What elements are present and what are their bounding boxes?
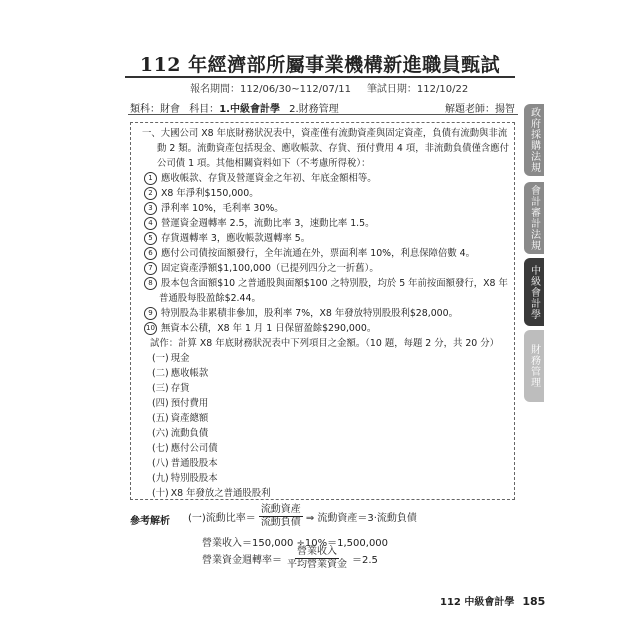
answer-item bbox=[142, 486, 510, 501]
tab-financial-management[interactable] bbox=[524, 330, 544, 402]
fraction-numerator: 流動資產 bbox=[260, 504, 301, 515]
category-label: 類科：財會 bbox=[130, 104, 180, 115]
answer-text: 預付費用 bbox=[170, 398, 209, 409]
condition-item bbox=[142, 246, 510, 261]
answer-text: 普通股股本 bbox=[170, 458, 218, 469]
solution-line-3 bbox=[202, 546, 378, 571]
answer-text: 流動負債 bbox=[170, 428, 209, 439]
answer-number: (六) bbox=[152, 428, 169, 439]
answer-text: X8 年發放之普通股股利 bbox=[170, 488, 271, 499]
solution-1-result: ⇒ 流動資產＝3‧流動負債 bbox=[305, 513, 417, 524]
tab-label: 中級會計學 bbox=[528, 264, 540, 320]
title-underline bbox=[125, 76, 515, 78]
tab-intermediate-accounting[interactable] bbox=[524, 258, 544, 326]
header-divider bbox=[128, 114, 518, 115]
item-number: 2 bbox=[144, 187, 157, 200]
item-text: 應付公司債按面額發行，全年流通在外，票面利率 10%，利息保障倍數 4。 bbox=[161, 248, 476, 259]
answer-number: (十) bbox=[152, 488, 169, 499]
solution-line-1 bbox=[188, 504, 417, 529]
answer-text: 應收帳款 bbox=[170, 368, 209, 379]
item-number: 5 bbox=[144, 232, 157, 245]
solution-3-result: ＝2.5 bbox=[352, 555, 378, 566]
answer-item bbox=[142, 441, 510, 456]
tab-label: 會計審計法規 bbox=[528, 185, 540, 251]
reference-label: 參考解析 bbox=[130, 516, 170, 527]
item-number: 6 bbox=[144, 247, 157, 260]
item-number: 1 bbox=[144, 172, 157, 185]
answer-item bbox=[142, 411, 510, 426]
answer-list bbox=[142, 351, 510, 501]
condition-item bbox=[142, 171, 510, 186]
subject-1: 1.中級會計學 bbox=[219, 104, 280, 115]
fraction-denominator: 流動負債 bbox=[260, 517, 301, 528]
answer-text: 資產總額 bbox=[170, 413, 209, 424]
tab-label: 財務管理 bbox=[528, 344, 540, 388]
item-text: 營運資金週轉率 2.5，流動比率 3，速動比率 1.5。 bbox=[161, 218, 375, 229]
answer-item bbox=[142, 426, 510, 441]
item-text: 無資本公積，X8 年 1 月 1 日保留盈餘$290,000。 bbox=[161, 323, 377, 334]
answer-item bbox=[142, 366, 510, 381]
question-content bbox=[142, 126, 510, 501]
answer-item bbox=[142, 456, 510, 471]
item-number: 7 bbox=[144, 262, 157, 275]
condition-item bbox=[142, 231, 510, 246]
item-number: 8 bbox=[144, 277, 157, 290]
subject-2: 2.財務管理 bbox=[289, 104, 339, 115]
question-intro: 一、大國公司 X8 年底財務狀況表中，資產僅有流動資產與固定資產，負債有流動與非流動 2 類。流動資產包括現金、應收帳款、存貨、預付費用 4 項，非流動負債僅含應付公司債 1 項。其他相關資料如下（不考慮所得稅）： bbox=[142, 128, 509, 169]
item-text: 特別股為非累積非參加，股利率 7%，X8 年發放特別股股利$28,000。 bbox=[161, 308, 458, 319]
answer-number: (九) bbox=[152, 473, 169, 484]
answer-number: (四) bbox=[152, 398, 169, 409]
solution-line-2: 營業收入＝150,000 ÷10%＝1,500,000 bbox=[202, 538, 389, 549]
fraction-denominator: 平均營業資金 bbox=[287, 559, 347, 570]
page-footer bbox=[440, 593, 545, 608]
footer-book-title: 112 中級會計學 bbox=[440, 597, 515, 608]
condition-item bbox=[142, 321, 510, 336]
condition-item bbox=[142, 201, 510, 216]
condition-item bbox=[142, 261, 510, 276]
answer-text: 特別股股本 bbox=[170, 473, 218, 484]
subjects-label: 科目： bbox=[189, 104, 220, 115]
teacher-label: 解題老師：揚智 bbox=[445, 104, 515, 115]
condition-item bbox=[142, 186, 510, 201]
item-text: 應收帳款、存貨及營運資金之年初、年底金額相等。 bbox=[161, 173, 377, 184]
exam-date: 筆試日期：112/10/22 bbox=[366, 84, 469, 95]
tab-procurement-law[interactable] bbox=[524, 104, 544, 176]
tab-audit-law[interactable] bbox=[524, 182, 544, 254]
condition-item bbox=[142, 306, 510, 321]
answer-number: (三) bbox=[152, 383, 169, 394]
answer-number: (八) bbox=[152, 458, 169, 469]
answer-number: (七) bbox=[152, 443, 169, 454]
tab-label: 政府採購法規 bbox=[528, 107, 540, 173]
exam-dates bbox=[190, 80, 520, 95]
answer-item bbox=[142, 381, 510, 396]
item-text: X8 年淨利$150,000。 bbox=[161, 188, 259, 199]
page-title: 112 年經濟部所屬事業機構新進職員甄試 bbox=[139, 54, 501, 76]
answer-number: (二) bbox=[152, 368, 169, 379]
page-number: 185 bbox=[522, 595, 546, 608]
question-task: 試作：計算 X8 年底財務狀況表中下列項目之金額。（10 題，每題 2 分，共 20 分） bbox=[150, 338, 500, 349]
answer-number: (一) bbox=[152, 353, 169, 364]
solution-3-prefix: 營業資金週轉率＝ bbox=[202, 555, 282, 566]
answer-item bbox=[142, 351, 510, 366]
item-text: 固定資產淨額$1,100,000（已提列四分之一折舊）。 bbox=[161, 263, 379, 274]
answer-number: (五) bbox=[152, 413, 169, 424]
answer-text: 應付公司債 bbox=[170, 443, 218, 454]
answer-text: 現金 bbox=[170, 353, 190, 364]
fraction-numerator: 營業收入 bbox=[297, 546, 337, 557]
answer-text: 存貨 bbox=[170, 383, 190, 394]
item-number: 4 bbox=[144, 217, 157, 230]
answer-item bbox=[142, 396, 510, 411]
item-number: 9 bbox=[144, 307, 157, 320]
condition-list bbox=[142, 171, 510, 336]
registration-period: 報名期間：112/06/30~112/07/11 bbox=[190, 84, 351, 95]
item-number: 3 bbox=[144, 202, 157, 215]
fraction-current-ratio bbox=[259, 504, 303, 529]
item-text: 淨利率 10%，毛利率 30%。 bbox=[161, 203, 284, 214]
item-text: 股本包含面額$10 之普通股與面額$100 之特別股，均於 5 年前按面額發行，X8 年普通股每股盈餘$2.44。 bbox=[159, 278, 508, 304]
condition-item bbox=[142, 276, 510, 306]
item-text: 存貨週轉率 3，應收帳款週轉率 5。 bbox=[161, 233, 311, 244]
condition-item bbox=[142, 216, 510, 231]
fraction-working-capital bbox=[285, 546, 349, 571]
answer-item bbox=[142, 471, 510, 486]
solution-1-prefix: (一)流動比率＝ bbox=[188, 513, 256, 524]
subject-row bbox=[130, 100, 515, 115]
item-number: 10 bbox=[144, 322, 157, 335]
